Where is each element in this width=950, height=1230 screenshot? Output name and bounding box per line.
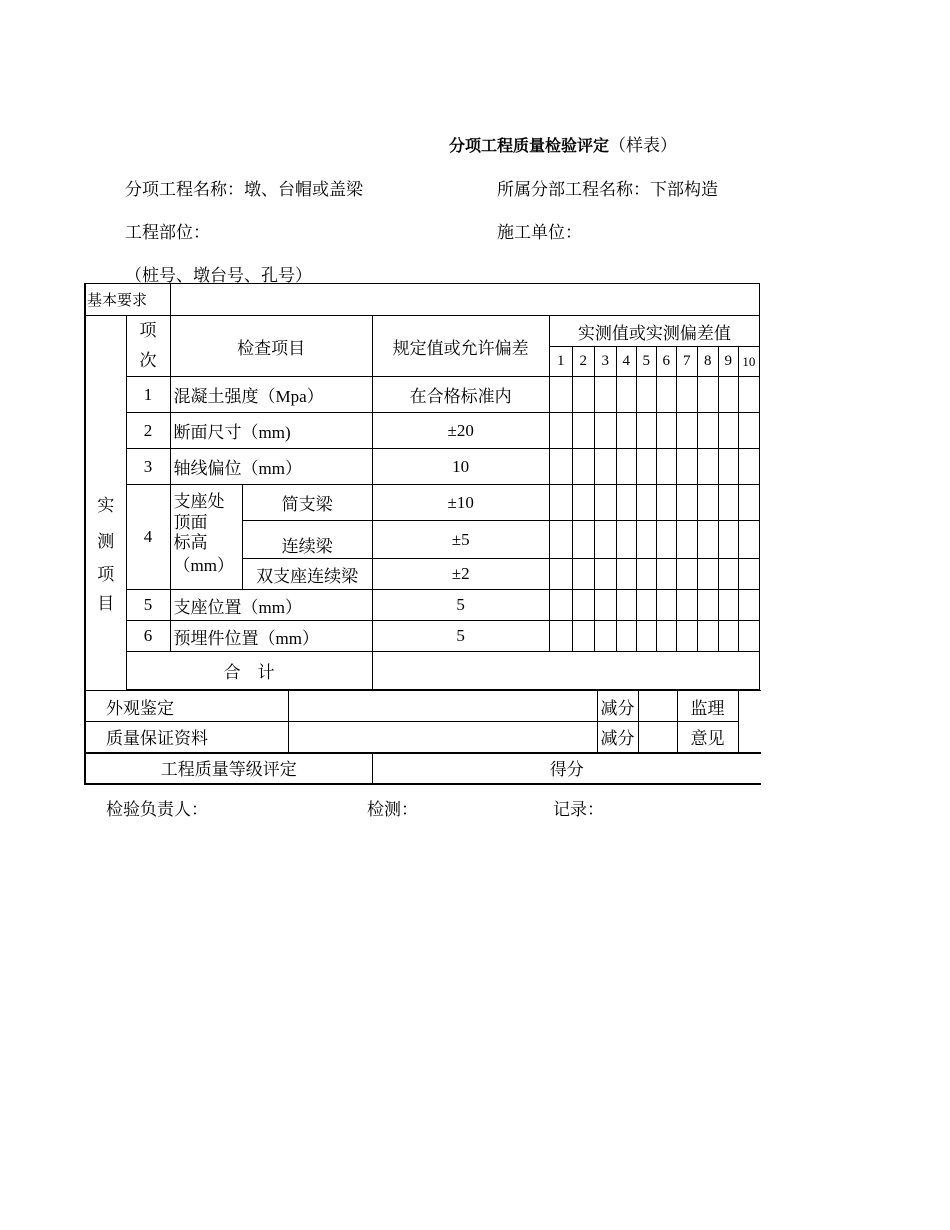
table-row (85, 413, 760, 449)
row-seq: 2 (126, 413, 170, 449)
section-char-2: 测 (97, 531, 115, 551)
table-row (85, 621, 760, 652)
row-item: 支座位置（mm） (170, 590, 372, 621)
seq-header (126, 316, 170, 377)
quality-docs-deduct-label: 减分 (597, 722, 638, 753)
row-spec: 5 (372, 621, 549, 652)
grade-table (84, 752, 761, 785)
row-spec: 在合格标准内 (372, 377, 549, 413)
evaluation-table (84, 690, 761, 754)
row4-sub-name: 简支梁 (242, 485, 372, 521)
score-label: 得分 (372, 753, 761, 784)
total-cell (372, 652, 759, 690)
measured-header: 实测值或实测偏差值 (549, 316, 759, 347)
section-label-cell (85, 316, 126, 690)
row4-sub-spec: ±2 (372, 559, 549, 590)
row4-label-line3: 标高 (173, 533, 208, 552)
recorder-field: 记录： (553, 800, 604, 819)
row4-sub-name: 连续梁 (242, 521, 372, 559)
appearance-deduct-label: 减分 (597, 691, 638, 722)
supervisor-label-2: 意见 (677, 722, 738, 753)
quality-docs-label: 质量保证资料 (85, 722, 288, 753)
page-title (449, 131, 677, 156)
appearance-deduct-cell (638, 691, 677, 722)
row-item: 轴线偏位（mm） (170, 449, 372, 485)
row-seq: 5 (126, 590, 170, 621)
appearance-label: 外观鉴定 (85, 691, 288, 722)
tester-field: 检测： (367, 800, 418, 819)
page-title-main: 分项工程质量检验评定 (449, 136, 610, 155)
row-item: 预埋件位置（mm） (170, 621, 372, 652)
measure-col-1: 1 (549, 347, 572, 377)
seq-header-line2: 次 (139, 351, 157, 370)
row4-sub-name: 双支座连续梁 (242, 559, 372, 590)
table-row (85, 377, 760, 413)
quality-docs-cell (288, 722, 597, 753)
row4-label-line4: （mm） (173, 556, 234, 575)
table-row (85, 485, 760, 521)
row4-label-line2: 顶面 (173, 513, 208, 532)
item-name-field: 分项工程名称：墩、台帽或盖梁 (125, 180, 363, 199)
row4-sub-spec: ±10 (372, 485, 549, 521)
measure-col-9: 9 (718, 347, 738, 377)
section-char-1: 实 (97, 495, 115, 515)
row-item: 断面尺寸（mm) (170, 413, 372, 449)
row4-seq: 4 (126, 485, 170, 590)
row-spec: ±20 (372, 413, 549, 449)
total-label: 合 计 (126, 652, 372, 690)
measure-col-10: 10 (738, 347, 759, 377)
basic-requirements-cell (170, 284, 759, 316)
measure-col-8: 8 (697, 347, 718, 377)
measure-col-6: 6 (656, 347, 676, 377)
supervisor-opinion-cell (738, 691, 761, 753)
row-spec: 5 (372, 590, 549, 621)
parent-name-field: 所属分部工程名称：下部构造 (497, 180, 718, 199)
section-char-4: 目 (97, 593, 115, 613)
measure-col-4: 4 (616, 347, 636, 377)
page-title-suffix: （样表） (609, 136, 678, 155)
appearance-cell (288, 691, 597, 722)
row-item: 混凝土强度（Mpa） (170, 377, 372, 413)
inspection-table (84, 283, 760, 690)
supervisor-label-1: 监理 (677, 691, 738, 722)
spec-header: 规定值或允许偏差 (372, 316, 549, 377)
row-seq: 3 (126, 449, 170, 485)
location-note: （桩号、墩台号、孔号） (125, 266, 312, 285)
row4-label (170, 485, 242, 590)
measure-col-7: 7 (676, 347, 697, 377)
table-row (85, 590, 760, 621)
row-seq: 6 (126, 621, 170, 652)
measure-col-5: 5 (636, 347, 656, 377)
seq-header-line1: 项 (139, 321, 157, 340)
row-spec: 10 (372, 449, 549, 485)
quality-docs-deduct-cell (638, 722, 677, 753)
row4-sub-spec: ±5 (372, 521, 549, 559)
measure-col-3: 3 (594, 347, 616, 377)
grade-label: 工程质量等级评定 (85, 753, 372, 784)
location-field: 工程部位： (125, 223, 210, 242)
inspector-field: 检验负责人： (106, 800, 208, 819)
row4-label-line1: 支座处 (173, 492, 225, 511)
table-row (85, 449, 760, 485)
item-header: 检查项目 (170, 316, 372, 377)
row-seq: 1 (126, 377, 170, 413)
section-char-3: 项 (97, 564, 115, 584)
builder-field: 施工单位： (497, 223, 582, 242)
measure-col-2: 2 (572, 347, 594, 377)
basic-requirements-label: 基本要求 (85, 284, 170, 316)
